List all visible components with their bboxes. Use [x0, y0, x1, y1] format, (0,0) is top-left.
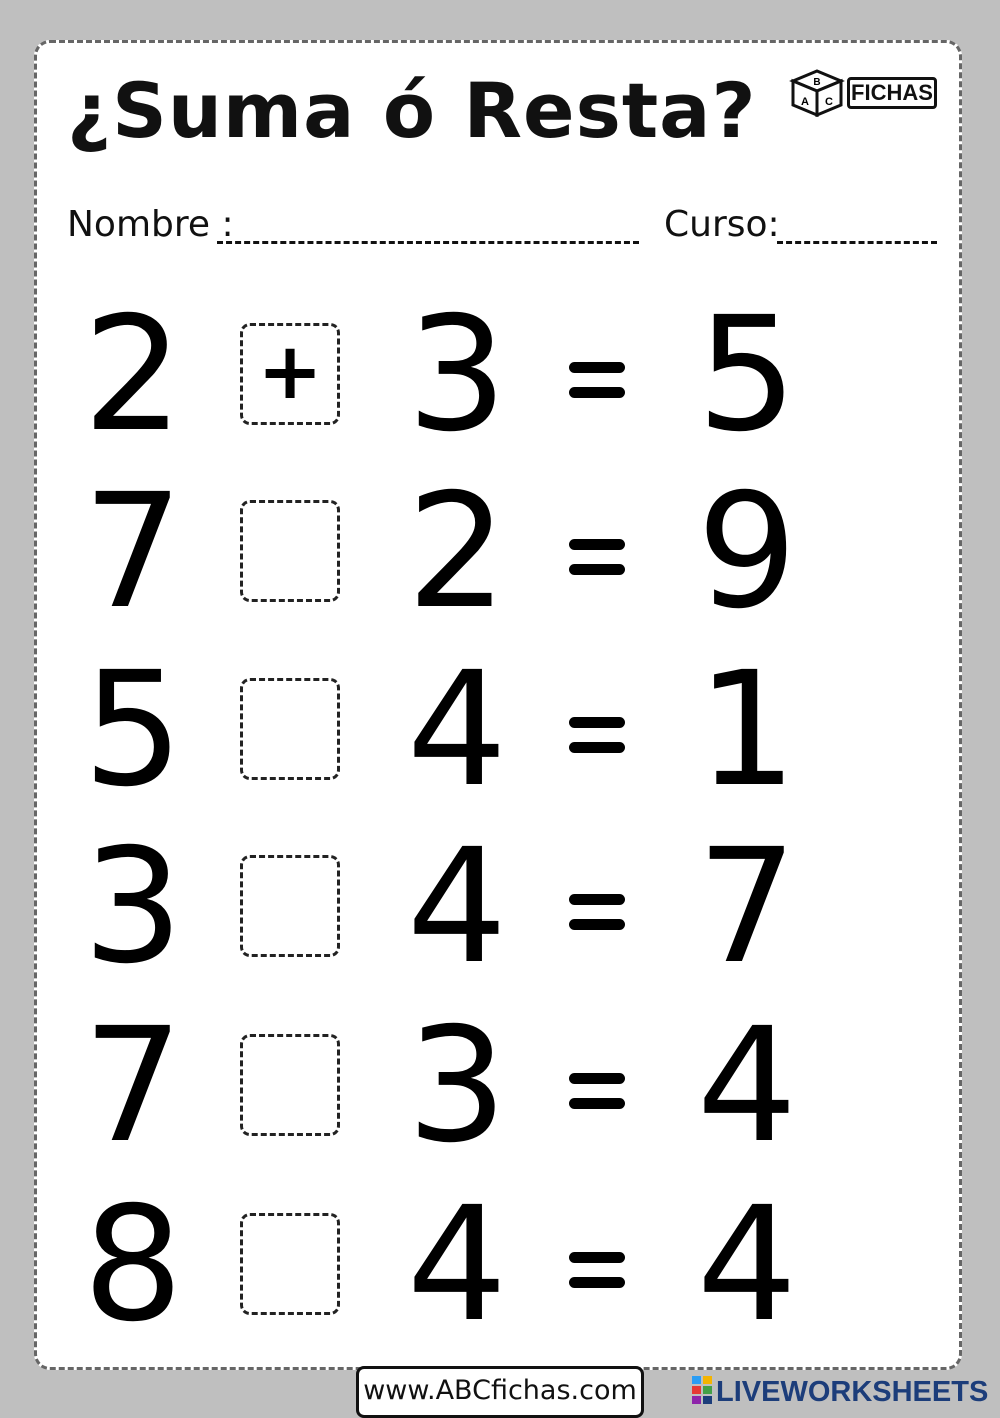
problem-row [37, 815, 965, 999]
equals-sign [569, 894, 629, 934]
liveworksheets-logo-icon [692, 1376, 714, 1404]
cube-letter-right: C [825, 96, 833, 108]
cube-letter-top: B [813, 77, 821, 88]
operator-answer-box[interactable]: + [240, 323, 340, 425]
website-url: www.ABCfichas.com [356, 1366, 644, 1418]
result-number: 4 [696, 1173, 798, 1357]
second-operand: 4 [406, 638, 508, 822]
first-operand: 7 [82, 460, 184, 644]
equals-sign [569, 362, 629, 402]
first-operand: 2 [82, 283, 184, 467]
problem-row [37, 460, 965, 644]
second-operand: 4 [406, 1173, 508, 1357]
operator-answer-box[interactable] [240, 855, 340, 957]
equals-sign [569, 717, 629, 757]
operator-answer-box[interactable] [240, 1213, 340, 1315]
problem-row [37, 1173, 965, 1357]
first-operand: 5 [82, 638, 184, 822]
course-input-line[interactable] [777, 241, 937, 244]
operator-answer-box[interactable] [240, 1034, 340, 1136]
equals-sign [569, 1073, 629, 1113]
result-number: 7 [696, 815, 798, 999]
abc-fichas-logo [789, 69, 941, 117]
liveworksheets-brand [692, 1372, 992, 1412]
worksheet-title: ¿Suma ó Resta? [67, 66, 757, 155]
first-operand: 7 [82, 994, 184, 1178]
liveworksheets-text: LIVEWORKSHEETS [716, 1376, 989, 1408]
result-number: 9 [696, 460, 798, 644]
second-operand: 2 [406, 460, 508, 644]
result-number: 4 [696, 994, 798, 1178]
second-operand: 3 [406, 994, 508, 1178]
worksheet [34, 40, 962, 1370]
abc-cube-icon [789, 69, 845, 117]
second-operand: 3 [406, 283, 508, 467]
operator-answer-box[interactable] [240, 500, 340, 602]
course-label: Curso: [664, 204, 780, 245]
equals-sign [569, 539, 629, 579]
problem-row [37, 994, 965, 1178]
first-operand: 3 [82, 815, 184, 999]
result-number: 5 [696, 283, 798, 467]
name-label: Nombre : [67, 204, 234, 245]
second-operand: 4 [406, 815, 508, 999]
cube-letter-left: A [801, 96, 809, 108]
problem-row [37, 638, 965, 822]
operator-answer-box[interactable] [240, 678, 340, 780]
result-number: 1 [696, 638, 798, 822]
name-input-line[interactable] [217, 241, 639, 244]
logo-text: FICHAS [847, 77, 937, 109]
equals-sign [569, 1252, 629, 1292]
problem-row [37, 283, 965, 467]
first-operand: 8 [82, 1173, 184, 1357]
